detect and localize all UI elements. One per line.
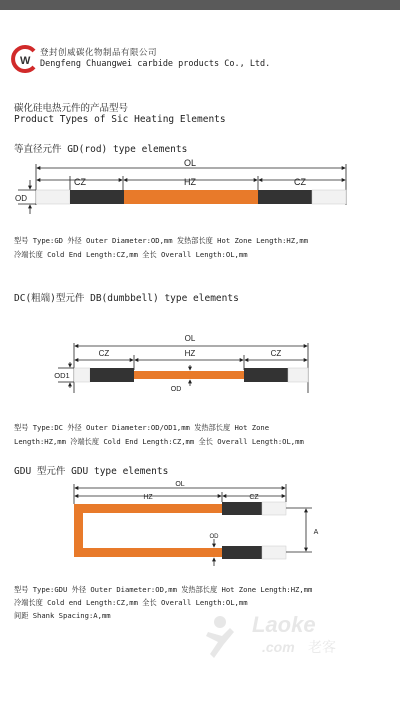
- db-right-tip: [288, 368, 308, 382]
- gd-left-cold-end: [70, 190, 124, 204]
- company-name-cn: 登封创威碳化物制品有限公司: [40, 48, 158, 58]
- gdu-top-tip: [262, 502, 286, 515]
- watermark-domain: .com: [262, 639, 295, 655]
- gd-ol-label: OL: [183, 158, 197, 168]
- db-od1-label: OD1: [54, 371, 70, 380]
- db-ol-label: OL: [184, 334, 196, 343]
- gdu-desc-line-2: 冷端长度 Cold end Length:CZ,mm 全长 Overall Length:OL,mm: [14, 598, 248, 607]
- db-hot-zone: [134, 371, 244, 379]
- heading-cn: 碳化硅电热元件的产品型号: [14, 103, 129, 114]
- gdu-ol-label: OL: [175, 481, 185, 488]
- db-cz-left-label: CZ: [98, 349, 110, 358]
- db-right-cold-end: [244, 368, 288, 382]
- gd-left-tip: [36, 190, 70, 204]
- db-desc-line-2: Length:HZ,mm 冷端长度 Cold End Length:CZ,mm 全长 Overall Length:OL,mm: [14, 437, 304, 446]
- gd-title: 等直径元件 GD(rod) type elements: [14, 144, 188, 155]
- heading-en: Product Types of Sic Heating Elements: [14, 114, 226, 125]
- gd-cz-left-label: CZ: [74, 177, 86, 187]
- gd-right-cold-end: [258, 190, 312, 204]
- gdu-bottom-cold-end: [222, 546, 262, 559]
- watermark-cn: 老客: [308, 640, 336, 656]
- gd-desc-line-1: 型号 Type:GD 外径 Outer Diameter:OD,mm 发热部长度 Hot Zone Length:HZ,mm: [14, 236, 309, 245]
- gdu-od-label: OD: [209, 534, 219, 540]
- gdu-cz-label: CZ: [249, 494, 259, 501]
- watermark-brand: Laoke: [252, 612, 316, 637]
- gdu-bottom-tip: [262, 546, 286, 559]
- gdu-a-label: A: [313, 529, 319, 536]
- gd-hz-label: HZ: [184, 177, 196, 187]
- gd-diagram: [18, 164, 346, 214]
- db-title: DC(粗端)型元件 DB(dumbbell) type elements: [14, 293, 239, 304]
- gd-cz-right-label: CZ: [294, 177, 306, 187]
- db-left-tip: [74, 368, 90, 382]
- db-cz-right-label: CZ: [270, 349, 282, 358]
- gdu-hz-label: HZ: [143, 494, 153, 501]
- watermark-logo: [200, 606, 370, 662]
- gdu-desc-line-3: 间距 Shank Spacing:A,mm: [14, 611, 111, 620]
- db-desc-line-1: 型号 Type:DC 外径 Outer Diameter:OD/OD1,mm 发热部长度 Hot Zone: [14, 423, 270, 432]
- db-hz-label: HZ: [184, 349, 196, 358]
- company-name-en: Dengfeng Chuangwei carbide products Co., Ltd.: [40, 59, 271, 69]
- db-od-label: OD: [170, 386, 182, 393]
- gd-od-label: OD: [15, 194, 27, 203]
- gdu-diagram: [74, 484, 312, 566]
- gdu-title: GDU 型元件 GDU type elements: [14, 466, 169, 477]
- gd-hot-zone: [124, 190, 258, 204]
- gdu-desc-line-1: 型号 Type:GDU 外径 Outer Diameter:OD,mm 发热部长度 Hot Zone Length:HZ,mm: [14, 585, 313, 594]
- gdu-bottom-hot-zone: [74, 548, 222, 557]
- gd-desc-line-2: 冷端长度 Cold End Length:CZ,mm 全长 Overall Length:OL,mm: [14, 250, 248, 259]
- gdu-top-cold-end: [222, 502, 262, 515]
- svg-text:W: W: [20, 55, 31, 67]
- db-left-cold-end: [90, 368, 134, 382]
- gd-right-tip: [312, 190, 346, 204]
- gdu-top-hot-zone: [74, 504, 222, 513]
